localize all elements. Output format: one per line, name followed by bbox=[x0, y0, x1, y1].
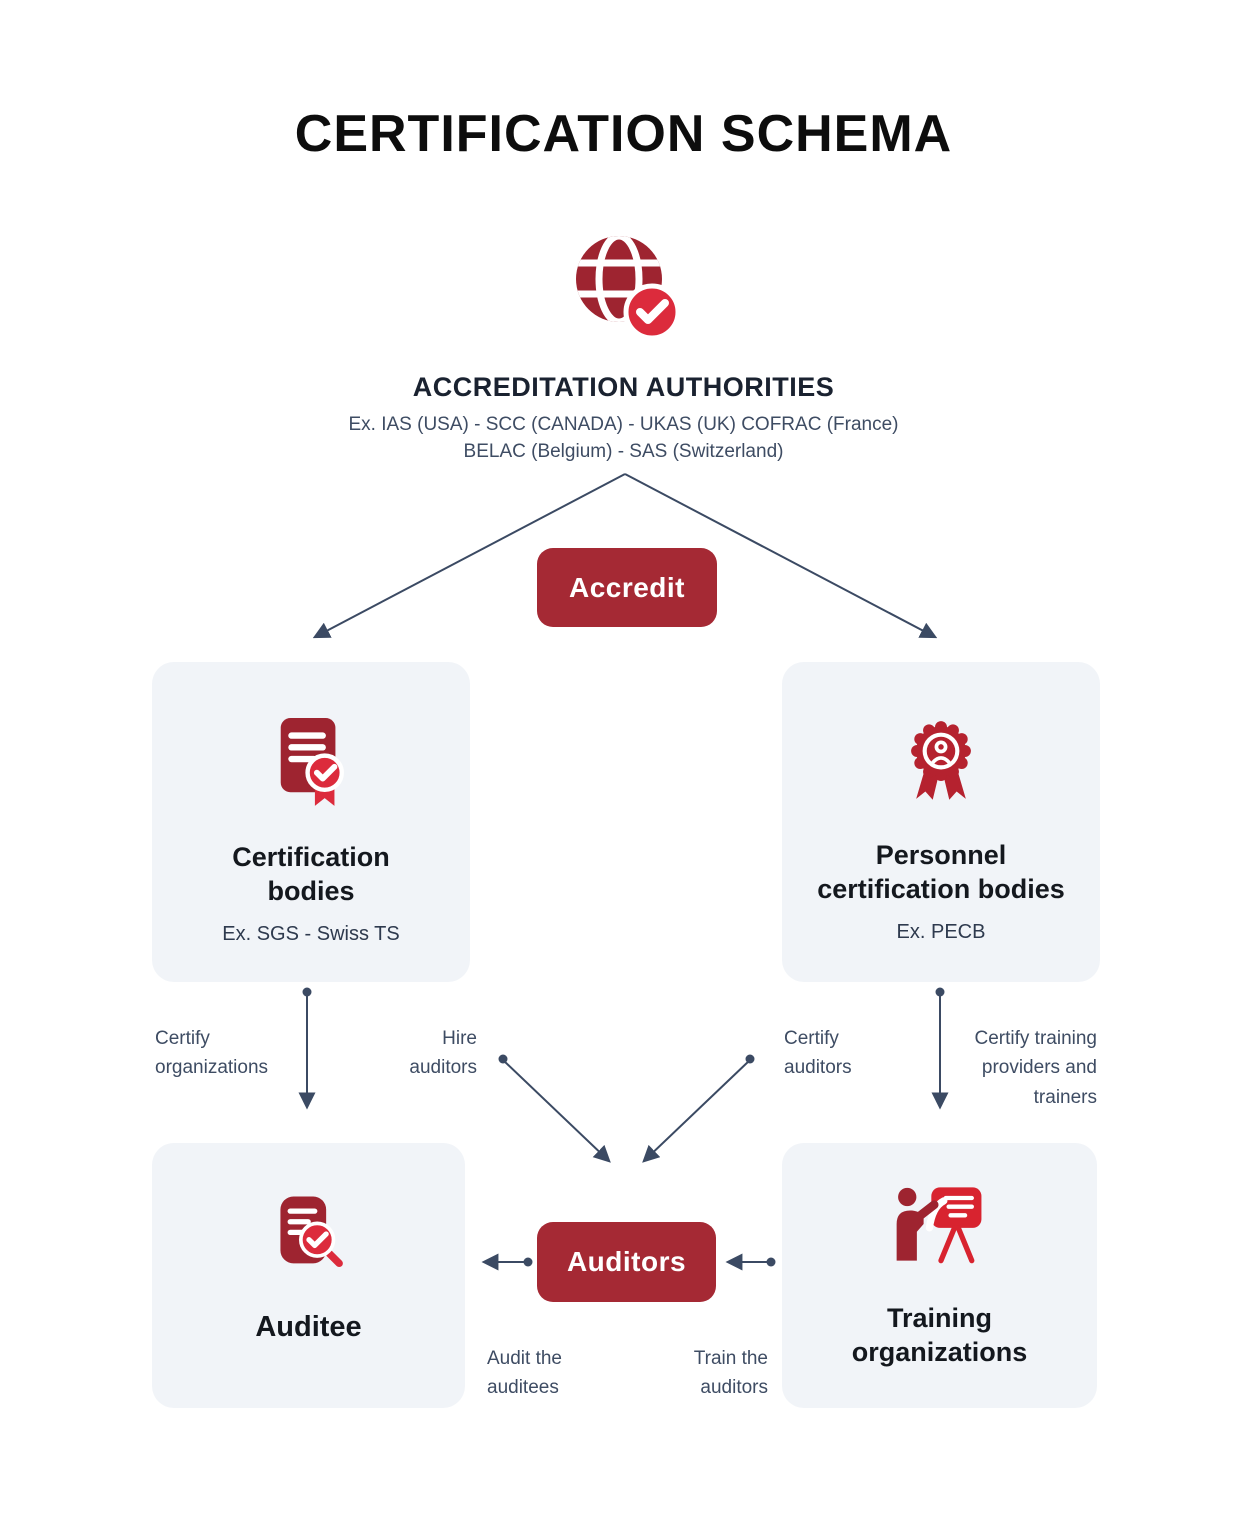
box-title-line: Training bbox=[886, 1303, 992, 1333]
box-example: Ex. SGS - Swiss TS bbox=[222, 923, 400, 946]
edge-label-hire-auditors bbox=[300, 1024, 477, 1083]
box-title bbox=[232, 840, 390, 908]
edge-label-certify-training-providers bbox=[900, 1024, 1097, 1112]
edge-label-audit-the-auditees bbox=[487, 1344, 562, 1403]
examples-line: BELAC (Belgium) - SAS (Switzerland) bbox=[463, 440, 784, 462]
box-training-organizations bbox=[782, 1143, 1097, 1408]
edge-label-line: trainers bbox=[1033, 1086, 1097, 1108]
box-title bbox=[817, 838, 1065, 906]
edge-label-train-the-auditors bbox=[600, 1344, 768, 1403]
accreditation-authorities-examples bbox=[0, 412, 1247, 466]
edge-label-line: auditors bbox=[409, 1057, 477, 1079]
accredit-button[interactable] bbox=[537, 548, 717, 627]
edge-label-line: auditors bbox=[784, 1057, 852, 1079]
box-title bbox=[852, 1301, 1028, 1369]
edge-label-line: Hire bbox=[442, 1028, 477, 1049]
box-title-line: Certification bbox=[232, 842, 390, 872]
edge-label-line: organizations bbox=[155, 1057, 269, 1079]
box-title-line: organizations bbox=[851, 1337, 1028, 1368]
box-auditee bbox=[152, 1143, 465, 1408]
accreditation-authorities-heading: ACCREDITATION AUTHORITIES bbox=[412, 372, 835, 402]
audit-document-icon bbox=[269, 1193, 349, 1275]
edge-label-certify-organizations bbox=[155, 1024, 268, 1083]
certificate-ribbon-icon bbox=[269, 712, 353, 810]
edge-label-line: Audit the bbox=[487, 1348, 562, 1369]
box-certification-bodies bbox=[152, 662, 470, 982]
accredit-label: Accredit bbox=[568, 571, 686, 603]
medal-person-icon bbox=[895, 716, 987, 810]
globe-check-icon bbox=[570, 230, 684, 344]
edge-label-line: providers and bbox=[981, 1057, 1097, 1079]
box-title-line: certification bodies bbox=[817, 874, 1065, 905]
box-title-line: bodies bbox=[267, 876, 355, 907]
edge-label-line: Train the bbox=[693, 1348, 768, 1369]
edge-label-certify-auditors bbox=[784, 1024, 852, 1083]
edge-label-line: Certify training bbox=[974, 1028, 1097, 1049]
box-title-line: Personnel bbox=[875, 840, 1007, 870]
box-title bbox=[255, 1309, 361, 1346]
edge-label-line: auditors bbox=[700, 1377, 768, 1399]
trainer-presentation-icon bbox=[887, 1183, 993, 1265]
auditors-button[interactable] bbox=[537, 1222, 716, 1302]
box-example: Ex. PECB bbox=[896, 921, 986, 944]
edge-label-line: Certify bbox=[784, 1028, 839, 1049]
box-personnel-certification-bodies bbox=[782, 662, 1100, 982]
edge-label-line: Certify bbox=[155, 1028, 210, 1049]
edge-label-line: auditees bbox=[487, 1377, 559, 1399]
page-title: CERTIFICATION SCHEMA bbox=[294, 105, 953, 163]
box-title-line: Auditee bbox=[255, 1311, 362, 1343]
examples-line: Ex. IAS (USA) - SCC (CANADA) - UKAS (UK) COFRAC (France) bbox=[348, 414, 899, 435]
auditors-label: Auditors bbox=[566, 1246, 687, 1277]
